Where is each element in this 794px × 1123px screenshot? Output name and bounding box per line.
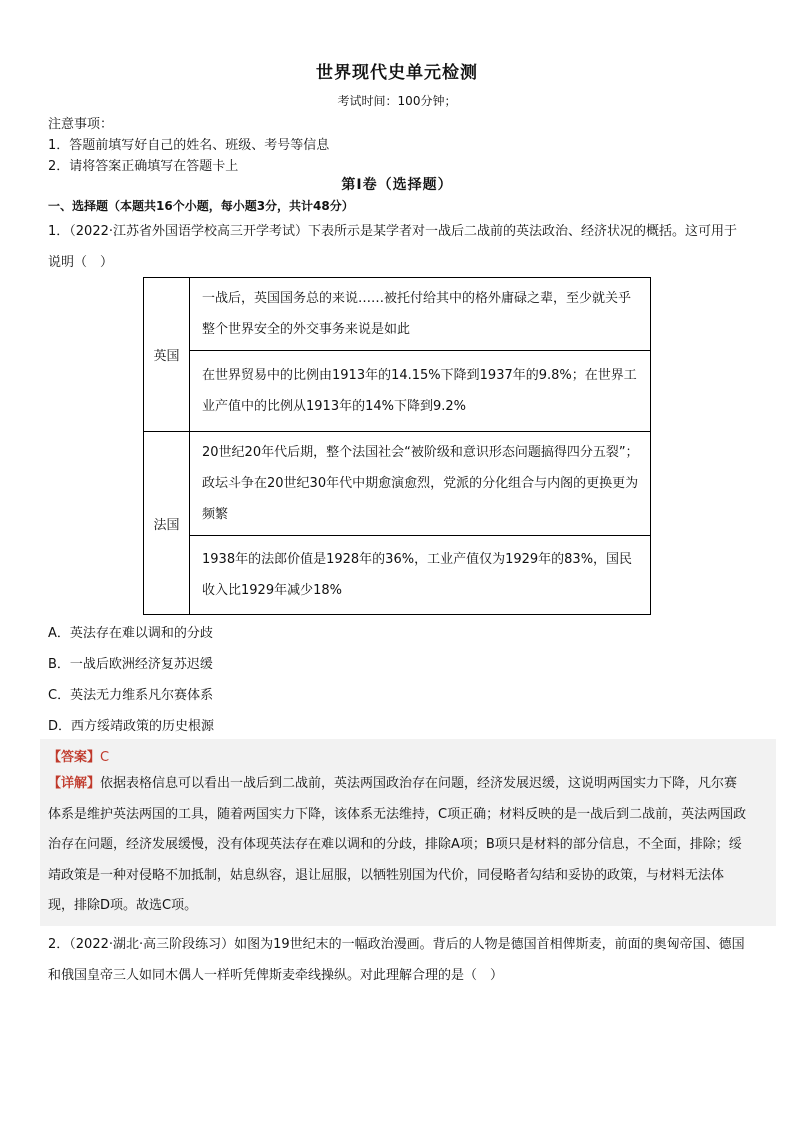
france-economy-cell: 1938年的法郎价值是1928年的36%，工业产值仅为1929年的83%，国民收入比1929年减少18% bbox=[190, 536, 651, 615]
part-heading: 一、选择题（本题共16个小题，每小题3分，共计48分） bbox=[48, 199, 354, 213]
france-politics-cell: 20世纪20年代后期，整个法国社会“被阶级和意识形态问题搞得四分五裂”；政坛斗争在20世纪30年代中期愈演愈烈，党派的分化组合与内阁的更换更为频繁 bbox=[190, 432, 651, 536]
section-title: 第I卷（选择题） bbox=[341, 177, 453, 193]
country-france: 法国 bbox=[144, 432, 190, 615]
question-1-stem: 1．（2022·江苏省外国语学校高三开学考试）下表所示是某学者对一战后二战前的英法政治、经济状况的概括。这可用于说明（ ） bbox=[48, 224, 737, 270]
comparison-table bbox=[143, 277, 651, 615]
britain-economy-cell: 在世界贸易中的比例由1913年的14.15%下降到1937年的9.8%；在世界工业产值中的比例从1913年的14%下降到9.2% bbox=[190, 351, 651, 432]
note-item: 2．请将答案正确填写在答题卡上 bbox=[48, 159, 239, 174]
exam-time: 考试时间：100分钟； bbox=[337, 94, 457, 108]
page-title: 世界现代史单元检测 bbox=[316, 63, 478, 83]
option-a: A．英法存在难以调和的分歧 bbox=[48, 626, 213, 641]
answer-value: C bbox=[100, 750, 110, 765]
explanation bbox=[48, 769, 748, 922]
answer-label: 【答案】 bbox=[48, 750, 101, 765]
detail-label: 【详解】 bbox=[48, 776, 101, 791]
option-c: C．英法无力维系凡尔赛体系 bbox=[48, 688, 214, 703]
country-britain: 英国 bbox=[144, 278, 190, 432]
detail-text: 依据表格信息可以看出一战后到二战前，英法两国政治存在问题，经济发展迟缓，这说明两国实力下降，凡尔赛体系是维护英法两国的工具，随着两国实力下降，该体系无法维持，C项正确；材料反映的是一战后到二战前，英法两国政治存在问题，经济发展缓慢，没有体现英法存在难以调和的分歧，排除A项；B项只是材料的部分信息，不全面，排除；绥靖政策是一种对侵略不加抵制，姑息纵容，退让屈服，以牺牲别国为代价，同侵略者勾结和妥协的政策，与材料无法体现，排除D项。故选C项。 bbox=[48, 776, 747, 913]
notes-heading: 注意事项： bbox=[48, 117, 114, 132]
option-d: D．西方绥靖政策的历史根源 bbox=[48, 719, 215, 734]
option-b: B．一战后欧洲经济复苏迟缓 bbox=[48, 657, 213, 672]
note-item: 1．答题前填写好自己的姓名、班级、考号等信息 bbox=[48, 138, 330, 153]
britain-politics-cell: 一战后，英国国务总的来说……被托付给其中的格外庸碌之辈，至少就关乎整个世界安全的外交事务来说是如此 bbox=[190, 278, 651, 351]
answer-line bbox=[48, 746, 109, 765]
question-2-stem: 2．（2022·湖北·高三阶段练习）如图为19世纪末的一幅政治漫画。背后的人物是德国首相俾斯麦，前面的奥匈帝国、德国和俄国皇帝三人如同木偶人一样听凭俾斯麦牵线操纵。对此理解合理的是（ ） bbox=[48, 937, 745, 983]
